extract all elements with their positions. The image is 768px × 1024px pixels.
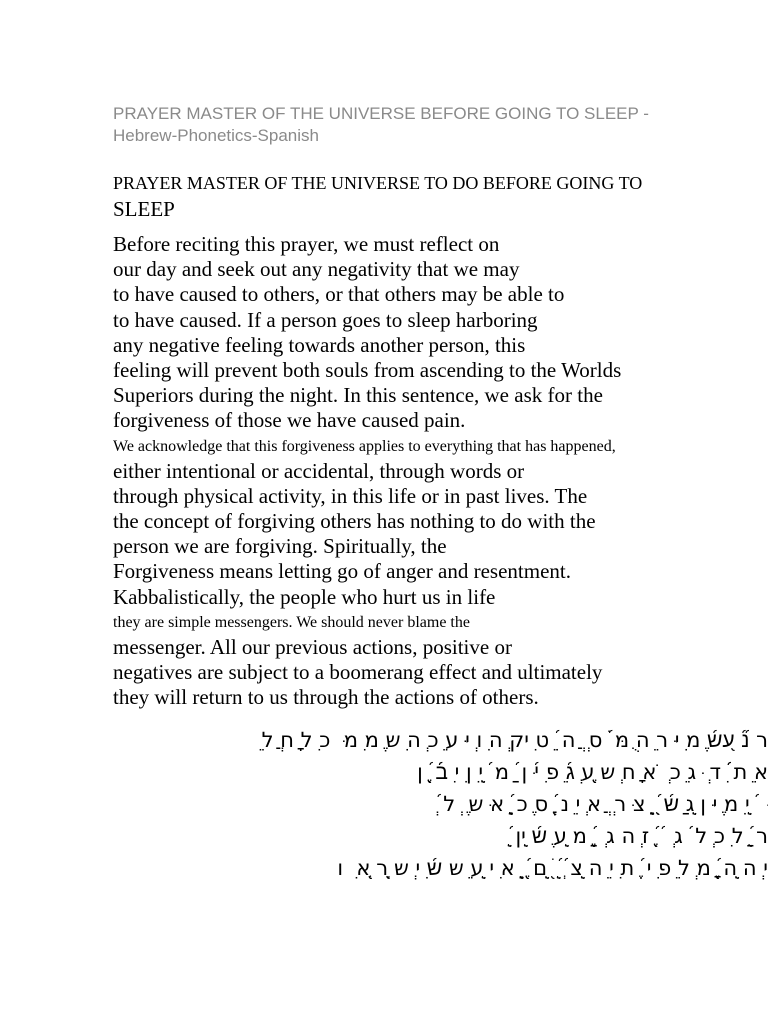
body-line: negatives are subject to a boomerang effect and ultimately: [113, 660, 603, 685]
body-line: through physical activity, in this life or in past lives. The: [113, 483, 588, 508]
body-line: they will return to us through the actions of others.: [113, 685, 539, 710]
hebrew-line: ר נ֞ ע֭ש֜ ֶמ ִי ּר ֵה ֻמּ ֹ֜ ס ְ ֲה ֵ֜ ֵט ִיק ְה ִו ְי ּע ֵכ ְה ִש ֶמ ִמ ּ כ ִל ָח ֲל ֵ: [254, 728, 768, 752]
title-line-2: SLEEP: [113, 197, 175, 221]
body-line-small: We acknowledge that this forgiveness applies to everything that has happened,: [113, 437, 616, 455]
hebrew-line: ֜ ּ ֜ ֵ֖י ִמ ֶי ּן ֵ֖ג ַש֜ ִ֖֜ ָ֖ ֵצ ּר ְ ֲא ְי ֵנ ֶ֖֜ ְס ֶכ ָ֖֜ ֵא ּש ֶ ְל ֜ ְ: [430, 792, 768, 816]
body-line: to have caused to others, or that others may be able to: [113, 282, 565, 307]
hebrew-line: ִי ְה ֵ֖ה ֶ֖֜ ָמ ְל ֵפ ִי ֶ֜ ִת ִי ֵה ֵ֖צ ְ֜ ֵ֖֜ ֹ֖ ֵ֖ם ֶ֖֜ ָ֖ ֵא ִי ֵ֖ע ֵש ש֜ ִי ְש ָ֖ר ְ֖א ִ ו: [337, 856, 768, 880]
hebrew-prayer-text: [0, 724, 768, 884]
body-line: feeling will prevent both souls from ascending to the Worlds: [113, 357, 622, 382]
body-line: either intentional or accidental, through words or: [113, 458, 525, 483]
body-line: Kabbalistically, the people who hurt us in life: [113, 584, 496, 609]
hebrew-line: א ֵת ֜֜ ִד ְ ּג ֵכ ְ ֹא ָח ְש ֶ֖֖ע ְג֜ ֵפ ִי֜ ּן ֜ ַמ ֜ ֵ֖י ִן ִי ִב֜֜ ֶ֖֖֜ ִן: [417, 760, 768, 784]
body-paragraph: [113, 232, 763, 711]
body-line: our day and seek out any negativity that we may: [113, 257, 520, 282]
body-line: Forgiveness means letting go of anger and resentment.: [113, 559, 572, 584]
document-header: PRAYER MASTER OF THE UNIVERSE BEFORE GOING TO SLEEP - Hebrew-Phonetics-Spanish: [113, 104, 649, 145]
hebrew-line: ר ֵ֖֜ ַל ִכ ְל ֜ ג ְ ֜ ֶ֖֜ ִז ְה ג ְ ֶ֖֜ ַמ ֵ֖ע ֶש֜ ֵ֖ין ֵ֖֜: [509, 824, 768, 848]
body-line: forgiveness of those we have caused pain.: [113, 408, 466, 433]
body-line: Superiors during the night. In this sentence, we ask for the: [113, 383, 603, 408]
body-line: Before reciting this prayer, we must reflect on: [113, 232, 500, 256]
body-line: messenger. All our previous actions, positive or: [113, 635, 512, 659]
body-line: any negative feeling towards another person, this: [113, 332, 526, 357]
body-line: person we are forgiving. Spiritually, the: [113, 534, 447, 559]
body-line-small: they are simple messengers. We should never blame the: [113, 613, 470, 631]
document-title: [113, 171, 763, 223]
body-line: to have caused. If a person goes to sleep harboring: [113, 307, 538, 332]
title-line-1: PRAYER MASTER OF THE UNIVERSE TO DO BEFORE GOING TO: [113, 173, 643, 193]
body-line: the concept of forgiving others has nothing to do with the: [113, 509, 596, 534]
